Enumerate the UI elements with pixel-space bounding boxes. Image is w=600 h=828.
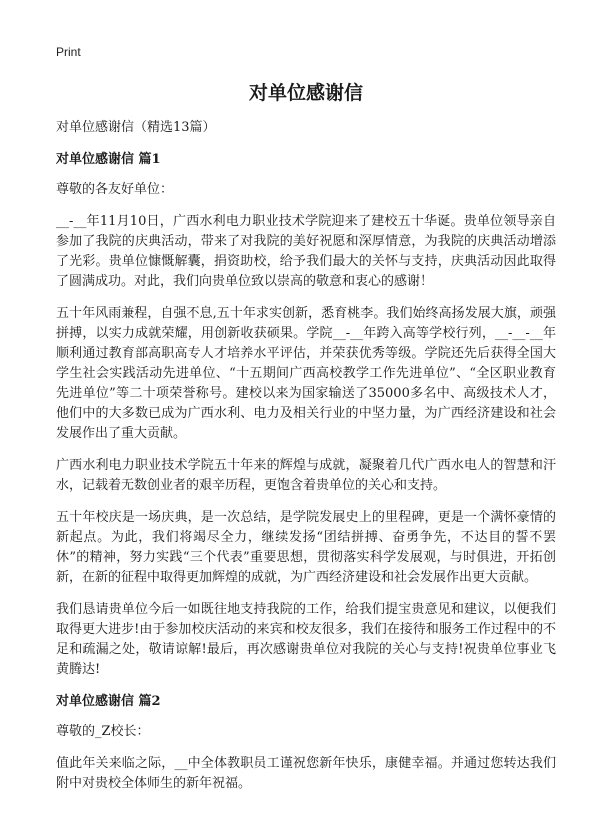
paragraph: 值此年关来临之际，__中全体教职员工谨祝您新年快乐，康健幸福。并通过您转达我们附中对贵校全体师生的新年祝福。 bbox=[56, 756, 556, 791]
document-subtitle: 对单位感谢信（精选13篇） bbox=[56, 120, 216, 135]
paragraph: __-__年11月10日，广西水利电力职业技术学院迎来了建校五十华诞。贵单位领导亲自参加了我院的庆典活动，带来了对我院的美好祝愿和深厚情意，为我院的庆典活动增添了光彩。贵单位慷慨解囊，捐资助校，给予我们最大的关怀与支持，庆典活动因此取得了圆满成功。对此，我们向贵单位致以崇高的敬意和衷心的感谢！ bbox=[56, 214, 556, 289]
section-heading: 对单位感谢信 篇1 bbox=[56, 152, 161, 167]
print-link[interactable]: Print bbox=[56, 45, 81, 59]
paragraph: 我们恳请贵单位今后一如既往地支持我院的工作，给我们提宝贵意见和建议，以便我们取得更大进步!由于参加校庆活动的来宾和校友很多，我们在接待和服务工作过程中的不足和疏漏之处，敬请谅解!最后，再次感谢贵单位对我院的关心与支持!祝贵单位事业飞黄腾达! bbox=[56, 602, 556, 677]
letter-section-2 bbox=[56, 692, 556, 794]
salutation: 尊敬的各友好单位： bbox=[56, 182, 174, 197]
paragraph: 五十年校庆是一场庆典，是一次总结，是学院发展史上的里程碑，更是一个满怀豪情的新起点。为此，我们将竭尽全力，继续发扬“团结拼搏、奋勇争先，不达目的誓不罢休”的精神，努力实践“三个代表”重要思想，贯彻落实科学发展观，与时俱进，开拓创新，在新的征程中取得更加辉煌的成就，为广西经济建设和社会发展作出更大贡献。 bbox=[56, 510, 556, 585]
letter-section-1 bbox=[56, 150, 556, 680]
section-heading: 对单位感谢信 篇2 bbox=[56, 694, 161, 709]
salutation: 尊敬的_Z校长： bbox=[56, 724, 150, 739]
paragraph: 五十年风雨兼程，自强不息,五十年求实创新，悉育桃李。我们始终高扬发展大旗，顽强拼搏，以实力成就荣耀，用创新收获硕果。学院__-__年跨入高等学校行列，__-__-__年顺利通过教育部高职高专人才培养水平评估，并荣获优秀等级。学院还先后获得全国大学生社会实践活动先进单位、“十五期间广西高校教学工作先进单位”、“全区职业教育先进单位”等二十项荣誉称号。建校以来为国家输送了35000多名中、高级技术人才，他们中的大多数已成为广西水利、电力及相关行业的中坚力量，为广西经济建设和社会发展作出了重大贡献。 bbox=[56, 306, 556, 441]
paragraph: 广西水利电力职业技术学院五十年来的辉煌与成就，凝聚着几代广西水电人的智慧和汗水，记载着无数创业者的艰辛历程，更饱含着贵单位的关心和支持。 bbox=[56, 458, 556, 493]
page-title: 对单位感谢信 bbox=[248, 82, 363, 104]
